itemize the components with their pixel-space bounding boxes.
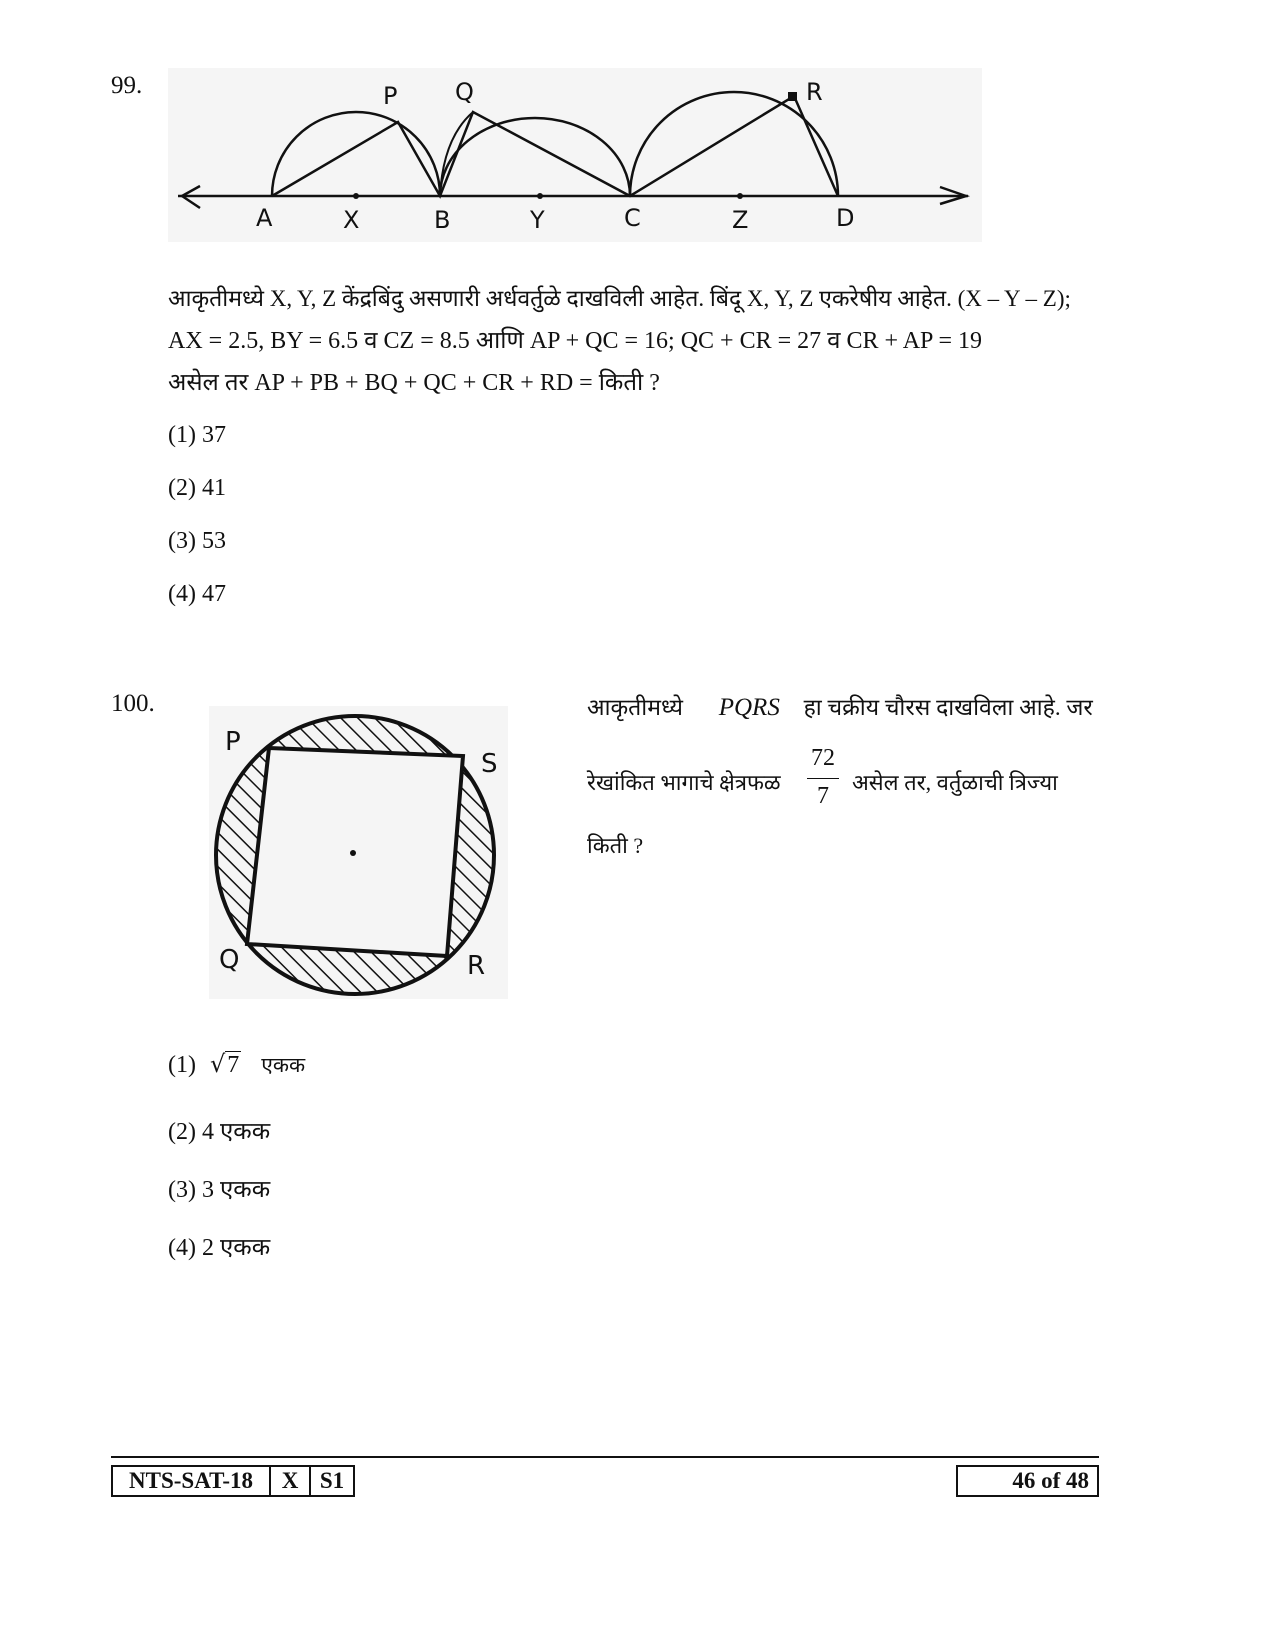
- q100-option-1-unit: एकक: [261, 1053, 306, 1077]
- q100-text-d: असेल तर, वर्तुळाची त्रिज्या: [852, 770, 1058, 795]
- q99-text-line-1: आकृतीमध्ये X, Y, Z केंद्रबिंदु असणारी अर्धवर्तुळे दाखविली आहेत. बिंदू X, Y, Z एकरेषीय आहेत. (X – Y – Z);: [168, 286, 1071, 311]
- question-100-number: 100.: [111, 690, 155, 717]
- sqrt-expression: [210, 1050, 241, 1079]
- semicircle-z: [630, 92, 838, 196]
- footer-set: S1: [309, 1465, 355, 1497]
- label-P: P: [383, 82, 398, 110]
- q100-text-e: किती ?: [587, 833, 644, 858]
- q100-text-b: हा चक्रीय चौरस दाखविला आहे. जर: [803, 695, 1093, 720]
- q100-text-a: आकृतीमध्ये: [587, 695, 683, 720]
- label-Q: Q: [455, 78, 474, 106]
- fraction-bar: [807, 778, 839, 779]
- footer-code: NTS-SAT-18: [111, 1465, 271, 1497]
- label-A: A: [256, 204, 273, 232]
- q99-option-3[interactable]: (3) 53: [168, 528, 226, 554]
- q100-option-1[interactable]: [168, 1050, 305, 1079]
- q99-figure-drawing: [168, 68, 982, 242]
- q100-option-2[interactable]: (2) 4 एकक: [168, 1119, 271, 1145]
- q100-option-4[interactable]: (4) 2 एकक: [168, 1235, 271, 1261]
- q100-option-1-prefix: (1): [168, 1052, 196, 1078]
- label-Q: Q: [219, 945, 240, 975]
- center-x-dot: [353, 193, 359, 199]
- q99-option-1[interactable]: (1) 37: [168, 422, 226, 448]
- label-Y: Y: [530, 206, 545, 234]
- label-S: S: [481, 749, 498, 779]
- q99-text-line-3: असेल तर AP + PB + BQ + QC + CR + RD = किती ?: [168, 370, 660, 396]
- fraction-denominator: 7: [817, 783, 829, 809]
- label-Z: Z: [732, 206, 749, 234]
- q100-text-line-1: [587, 690, 1093, 722]
- label-R: R: [467, 951, 486, 981]
- q100-text-c: रेखांकित भागाचे क्षेत्रफळ: [587, 770, 781, 795]
- center-z-dot: [737, 193, 743, 199]
- label-X: X: [343, 206, 360, 234]
- q100-option-3[interactable]: (3) 3 एकक: [168, 1177, 271, 1203]
- footer-rule: [111, 1456, 1099, 1458]
- center-y-dot: [537, 193, 543, 199]
- footer-page: 46 of 48: [956, 1465, 1099, 1497]
- q100-var-pqrs: PQRS: [718, 694, 780, 721]
- point-r-mark: [788, 92, 797, 101]
- fraction-numerator: 72: [811, 745, 835, 771]
- sqrt-radicand: 7: [227, 1052, 240, 1078]
- semicircle-y: [440, 118, 630, 196]
- label-R: R: [806, 78, 823, 106]
- q99-option-2[interactable]: (2) 41: [168, 475, 226, 501]
- label-D: D: [836, 204, 855, 232]
- q99-question-text: [168, 278, 1103, 404]
- label-C: C: [624, 204, 641, 232]
- q99-option-4[interactable]: (4) 47: [168, 581, 226, 607]
- circle-center-dot: [350, 850, 356, 856]
- label-B: B: [434, 206, 451, 234]
- q99-text-line-2: AX = 2.5, BY = 6.5 व CZ = 8.5 आणि AP + QC = 16; QC + CR = 27 व CR + AP = 19: [168, 328, 983, 354]
- label-P: P: [225, 727, 241, 757]
- q99-semicircles-figure: [168, 68, 982, 242]
- q100-figure-drawing: [209, 706, 508, 999]
- question-99-number: 99.: [111, 72, 143, 99]
- sqrt-sign: √: [209, 1050, 226, 1078]
- q100-cyclic-square-figure: [209, 706, 508, 999]
- footer-class: X: [269, 1465, 311, 1497]
